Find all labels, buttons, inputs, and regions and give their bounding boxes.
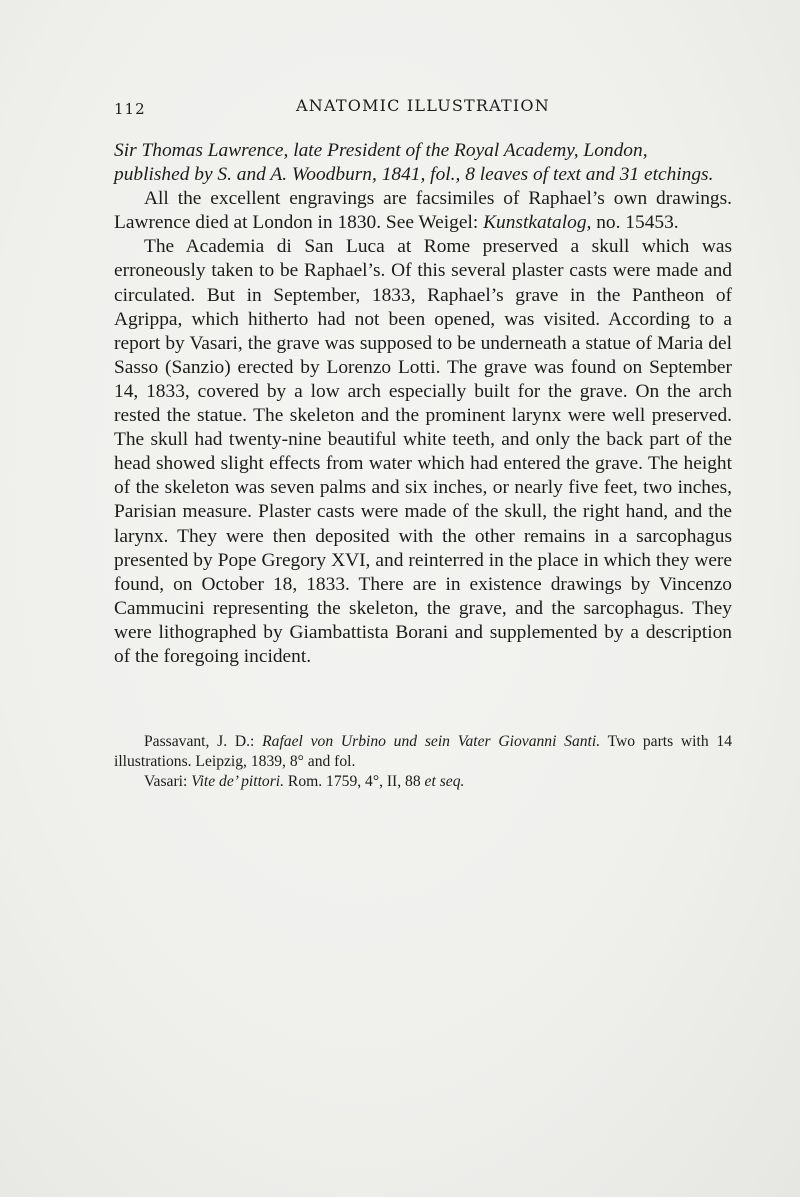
citation-line-1: Sir Thomas Lawrence, late President of the Royal Academy, London,: [114, 140, 648, 161]
references: [114, 732, 732, 792]
reference-details: Two parts with 14 illustrations. Leipzig, 1839, 8° and fol.: [114, 733, 732, 770]
reference-vasari: [114, 772, 732, 792]
paragraph-1-text: All the excellent engravings are facsimiles of Raphael’s own drawings. Lawrence died at London in 1830. See Weigel:: [114, 188, 732, 234]
reference-et-seq: et seq.: [424, 773, 465, 790]
bleed-through-shadow: [680, 700, 790, 1140]
page-header: [114, 96, 732, 120]
page-number: 112: [114, 100, 146, 118]
citation-line-2: published by S. and A. Woodburn, 1841, fol., 8 leaves of text and 31 etchings.: [114, 164, 714, 186]
reference-author: Vasari:: [144, 773, 192, 790]
paragraph-2: The Academia di San Luca at Rome preserved a skull which was erroneously taken to be Raphael’s. Of this several plaster casts were made and circulated. But in September, 1833, Raphael’s grave in the Pantheon of Agrippa, which hitherto had not been opened, was visited. According to a report by Vasari, the grave was supposed to be underneath a statue of Maria del Sasso (Sanzio) erected by Lorenzo Lotti. The grave was found on September 14, 1833, covered by a low arch especially built for the grave. On the arch rested the statue. The skeleton and the prominent larynx were well preserved. The skull had twenty-nine beautiful white teeth, and only the back part of the head showed slight effects from water which had entered the grave. The height of the skeleton was seven palms and six inches, or nearly five feet, two inches, Parisian measure. Plaster casts were made of the skull, the right hand, and the larynx. They were then deposited with the other remains in a sarcophagus presented by Pope Gregory XVI, and reinterred in the place in which they were found, on October 18, 1833. There are in existence drawings by Vincenzo Cammucini representing the skeleton, the grave, and the sarcophagus. They were lithographed by Giambattista Borani and supplemented by a description of the foregoing incident.: [114, 236, 732, 667]
running-head: ANATOMIC ILLUSTRATION: [296, 96, 550, 115]
paragraph-1-end: no. 15453.: [591, 212, 679, 234]
reference-title: Rafael von Urbino und sein Vater Giovanni Santi.: [262, 733, 601, 750]
reference-passavant: [114, 732, 732, 772]
kunstkatalog-title: Kunstkatalog,: [483, 212, 592, 234]
reference-title: Vite de’ pittori.: [191, 773, 285, 790]
reference-author: Passavant, J. D.:: [144, 733, 263, 750]
paragraph-1: [114, 187, 732, 235]
body-text: [114, 139, 732, 669]
reference-details: Rom. 1759, 4°, II, 88: [284, 773, 425, 790]
